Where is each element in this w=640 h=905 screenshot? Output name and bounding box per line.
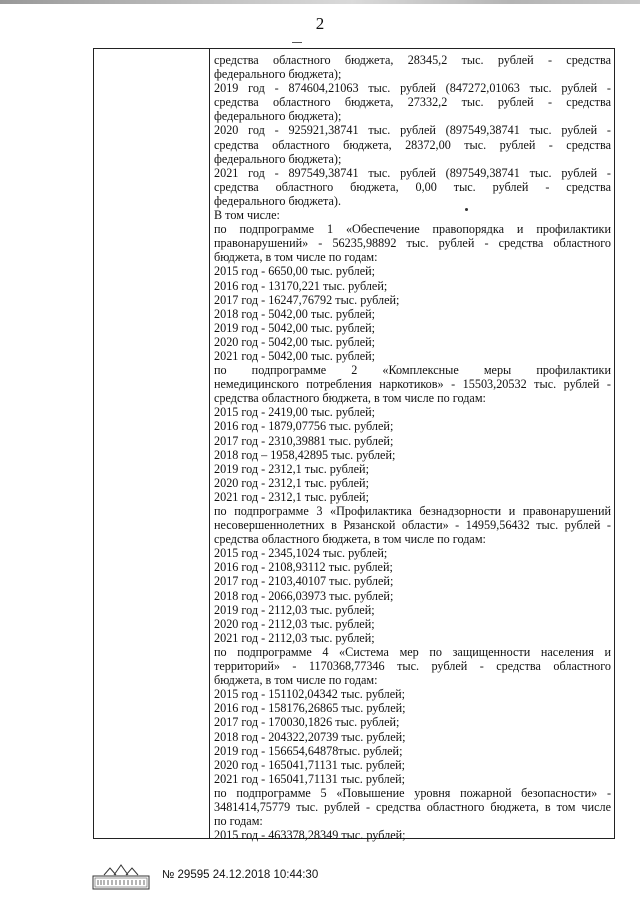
text-line: 2016 год - 158176,26865 тыс. рублей; — [214, 701, 406, 716]
text-line: 2019 год - 5042,00 тыс. рублей; — [214, 320, 376, 335]
text-line: 2015 год - 151102,04342 тыс. рублей; — [214, 687, 406, 702]
text-line: 2015 год - 6650,00 тыс. рублей; — [214, 264, 376, 279]
text-line: территорий» - 1170368,77346 тыс. рублей - средства областного — [214, 659, 611, 674]
text-line: 3481414,75779 тыс. рублей - средства областного бюджета, в том числе — [214, 799, 611, 814]
text-line: федерального бюджета). — [214, 193, 342, 208]
text-line: 2019 год - 874604,21063 тыс. рублей (847272,01063 тыс. рублей - — [214, 81, 611, 96]
document-table — [93, 48, 615, 843]
text-line: средства областного бюджета, 27332,2 тыс. рублей - средства — [214, 95, 611, 110]
text-line: 2015 год - 463378,28349 тыс. рублей; — [214, 828, 406, 843]
text-line: 2019 год - 2112,03 тыс. рублей; — [214, 602, 375, 617]
text-line: по подпрограмме 3 «Профилактика безнадзорности и правонарушений — [214, 504, 611, 518]
text-line: 2015 год - 2419,00 тыс. рублей; — [214, 405, 376, 420]
text-line: средства областного бюджета, в том числе по годам: — [214, 532, 486, 547]
text-line: 2021 год - 2312,1 тыс. рублей; — [214, 489, 369, 504]
text-line: по годам: — [214, 814, 263, 829]
text-line: 2015 год - 2345,1024 тыс. рублей; — [214, 546, 388, 561]
text-line: по подпрограмме 5 «Повышение уровня пожарной безопасности» - — [214, 785, 611, 800]
text-line: средства областного бюджета, 0,00 тыс. рублей - средства — [214, 179, 611, 194]
text-line: 2020 год - 925921,38741 тыс. рублей (897549,38741 тыс. рублей - — [214, 123, 611, 138]
text-line: 2020 год - 5042,00 тыс. рублей; — [214, 334, 376, 349]
page-number: 2 — [315, 14, 325, 33]
text-line: 2017 год - 2310,39881 тыс. рублей; — [214, 433, 394, 448]
text-line: бюджета, в том числе по годам: — [214, 250, 378, 265]
text-line: 2021 год - 5042,00 тыс. рублей; — [214, 348, 376, 363]
text-line: 2019 год - 156654,64878тыс. рублей; — [214, 743, 403, 758]
text-line: немедицинского потребления наркотиков» - 15503,20532 тыс. рублей - — [214, 377, 611, 392]
text-line: 2021 год - 165041,71131 тыс. рублей; — [214, 771, 406, 786]
text-line: 2017 год - 16247,76792 тыс. рублей; — [214, 292, 400, 307]
text-line: 2016 год - 1879,07756 тыс. рублей; — [214, 419, 394, 434]
text-line: 2018 год - 2066,03973 тыс. рублей; — [214, 588, 394, 603]
text-line: 2021 год - 2112,03 тыс. рублей; — [214, 630, 375, 645]
text-line: по подпрограмме 1 «Обеспечение правопорядка и профилактики — [214, 222, 611, 237]
text-line: 2016 год - 13170,221 тыс. рублей; — [214, 278, 388, 293]
text-line: 2018 год - 204322,20739 тыс. рублей; — [214, 729, 406, 744]
text-line: 2018 год - 5042,00 тыс. рублей; — [214, 306, 376, 321]
text-line: 2020 год - 2312,1 тыс. рублей; — [214, 475, 369, 490]
text-line: 2019 год - 2312,1 тыс. рублей; — [214, 461, 369, 476]
text-line: средства областного бюджета, 28345,2 тыс. рублей - средства — [214, 53, 611, 67]
scan-speck — [465, 208, 468, 211]
text-line: несовершеннолетних в Рязанской области» - 14959,56432 тыс. рублей - — [214, 518, 611, 533]
scan-edge — [0, 0, 640, 4]
text-line: федерального бюджета); — [214, 67, 342, 82]
registration-seal-icon — [90, 862, 152, 892]
text-line: 2016 год - 2108,93112 тыс. рублей; — [214, 560, 393, 575]
registration-stamp: № 29595 24.12.2018 10:44:30 — [162, 869, 319, 881]
text-line: федерального бюджета); — [214, 109, 342, 124]
registration-footer — [90, 860, 450, 894]
text-line: федерального бюджета); — [214, 151, 342, 166]
text-line: 2018 год – 1958,42895 тыс. рублей; — [214, 447, 396, 462]
text-line: 2020 год - 2112,03 тыс. рублей; — [214, 616, 375, 631]
text-line: 2017 год - 2103,40107 тыс. рублей; — [214, 574, 394, 589]
table-right-cell — [214, 53, 611, 842]
text-line: 2021 год - 897549,38741 тыс. рублей (897549,38741 тыс. рублей - — [214, 165, 611, 180]
text-line: по подпрограмме 4 «Система мер по защищенности населения и — [214, 644, 611, 659]
text-line: средства областного бюджета, 28372,00 тыс. рублей - средства — [214, 137, 611, 152]
table-left-cell — [94, 49, 210, 838]
text-line: В том числе: — [214, 208, 280, 223]
text-line: 2020 год - 165041,71131 тыс. рублей; — [214, 757, 406, 772]
text-line: средства областного бюджета, в том числе по годам: — [214, 391, 486, 406]
scan-mark — [292, 42, 302, 43]
text-line: 2017 год - 170030,1826 тыс. рублей; — [214, 715, 400, 730]
text-line: бюджета, в том числе по годам: — [214, 673, 378, 688]
text-line: правонарушений» - 56235,98892 тыс. рублей - средства областного — [214, 236, 611, 251]
text-line: по подпрограмме 2 «Комплексные меры профилактики — [214, 363, 611, 378]
